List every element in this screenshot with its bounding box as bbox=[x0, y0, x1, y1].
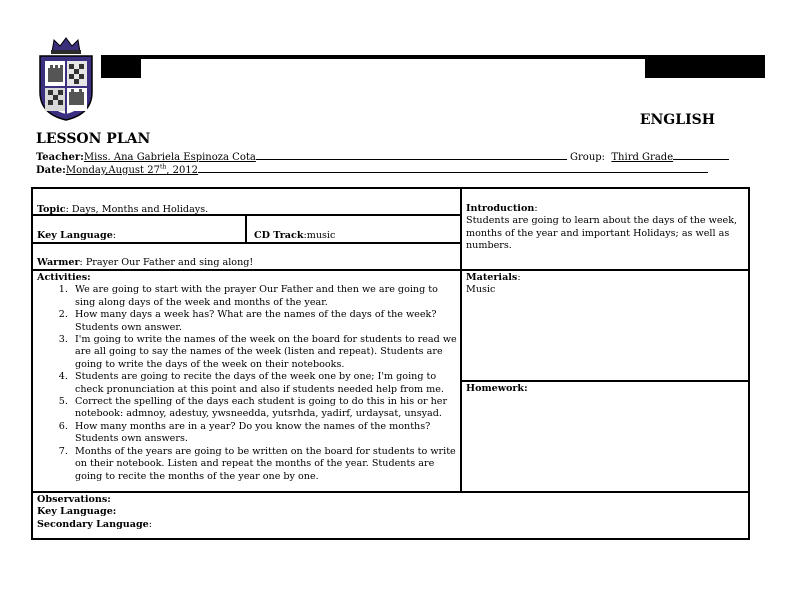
activities-list bbox=[37, 284, 457, 483]
materials-cell bbox=[466, 272, 744, 297]
materials-value: Music bbox=[466, 284, 496, 296]
warmer-cell bbox=[37, 257, 457, 269]
list-item: 5. Correct the spelling of the days each student is going to do this in his or her notebook: admnoy, adestuy, ywsneedda, yutsrhda, yadirf, urdaysat, unsyad. bbox=[71, 396, 457, 421]
warmer-value: : Prayer Our Father and sing along! bbox=[79, 257, 254, 268]
date-line bbox=[36, 163, 708, 176]
topic-value: : Days, Months and Holidays. bbox=[65, 204, 209, 215]
lesson-plan-table bbox=[31, 187, 750, 540]
school-crest-logo bbox=[36, 36, 96, 122]
introduction-colon: : bbox=[534, 203, 538, 214]
list-item: 3. I'm going to write the names of the week on the board for students to read we are all going to say the names of the week (listen and repeat). Students are going to write the days of the week on their notebooks. bbox=[71, 334, 457, 371]
page-title: LESSON PLAN bbox=[36, 131, 151, 147]
introduction-text: Students are going to learn about the days of the week, months of the year and important Holidays; as well as numbers. bbox=[466, 215, 738, 252]
key-language-colon: : bbox=[112, 230, 117, 241]
cd-track-cell bbox=[254, 230, 454, 242]
list-item: 7. Months of the years are going to be written on the board for students to write on their notebook. Listen and repeat the months of the year. Students are going to recite the months of the year one by one. bbox=[71, 446, 457, 483]
crown-icon bbox=[51, 38, 81, 54]
shield-icon bbox=[40, 56, 92, 120]
list-item: 2. How many days a week has? What are the names of the days of the week? Students own answer. bbox=[71, 309, 457, 334]
teacher-value: Miss. Ana Gabriela Espinoza Cota bbox=[83, 152, 256, 163]
warmer-label: Warmer bbox=[37, 257, 80, 268]
introduction-cell bbox=[466, 203, 744, 253]
list-item: 6. How many months are in a year? Do you know the names of the months? Students own answers. bbox=[71, 421, 457, 446]
subject-heading: ENGLISH bbox=[639, 112, 715, 128]
header-banner bbox=[101, 55, 765, 78]
cd-track-value: :music bbox=[303, 230, 336, 241]
list-item: 4. Students are going to recite the days of the week one by one; I'm going to check pronunciation at this point and also if students needed help from me. bbox=[71, 371, 457, 396]
key-language-label: Key Language bbox=[37, 230, 113, 241]
list-item: 1. We are going to start with the prayer Our Father and then we are going to sing along days of the week and months of the year. bbox=[71, 284, 457, 309]
date-value: Monday,August 27 bbox=[65, 165, 160, 176]
teacher-label: Teacher: bbox=[36, 152, 84, 163]
homework-label: Homework: bbox=[466, 383, 528, 394]
cd-track-label: CD Track bbox=[254, 230, 304, 241]
introduction-label: Introduction bbox=[466, 203, 535, 214]
group-value: Third Grade bbox=[611, 152, 674, 163]
date-year: , 2012 bbox=[166, 165, 199, 176]
group-label: Group: bbox=[570, 152, 606, 163]
homework-cell bbox=[466, 383, 744, 395]
activities-cell bbox=[37, 272, 457, 483]
date-suffix: th bbox=[159, 163, 167, 171]
activities-label: Activities: bbox=[37, 272, 91, 283]
observations-label: Observations: bbox=[37, 494, 111, 505]
topic-label: Topic bbox=[37, 204, 66, 215]
secondary-language-label: Secondary Language bbox=[37, 518, 149, 530]
key-language-cell bbox=[37, 230, 242, 242]
materials-label: Materials bbox=[466, 272, 518, 283]
teacher-line bbox=[36, 150, 729, 163]
topic-cell bbox=[37, 204, 457, 216]
obs-key-language-label: Key Language: bbox=[37, 506, 117, 518]
date-label: Date: bbox=[36, 165, 66, 176]
observations-cell bbox=[37, 494, 737, 531]
materials-colon: : bbox=[517, 272, 521, 283]
secondary-language-colon: : bbox=[148, 518, 153, 530]
